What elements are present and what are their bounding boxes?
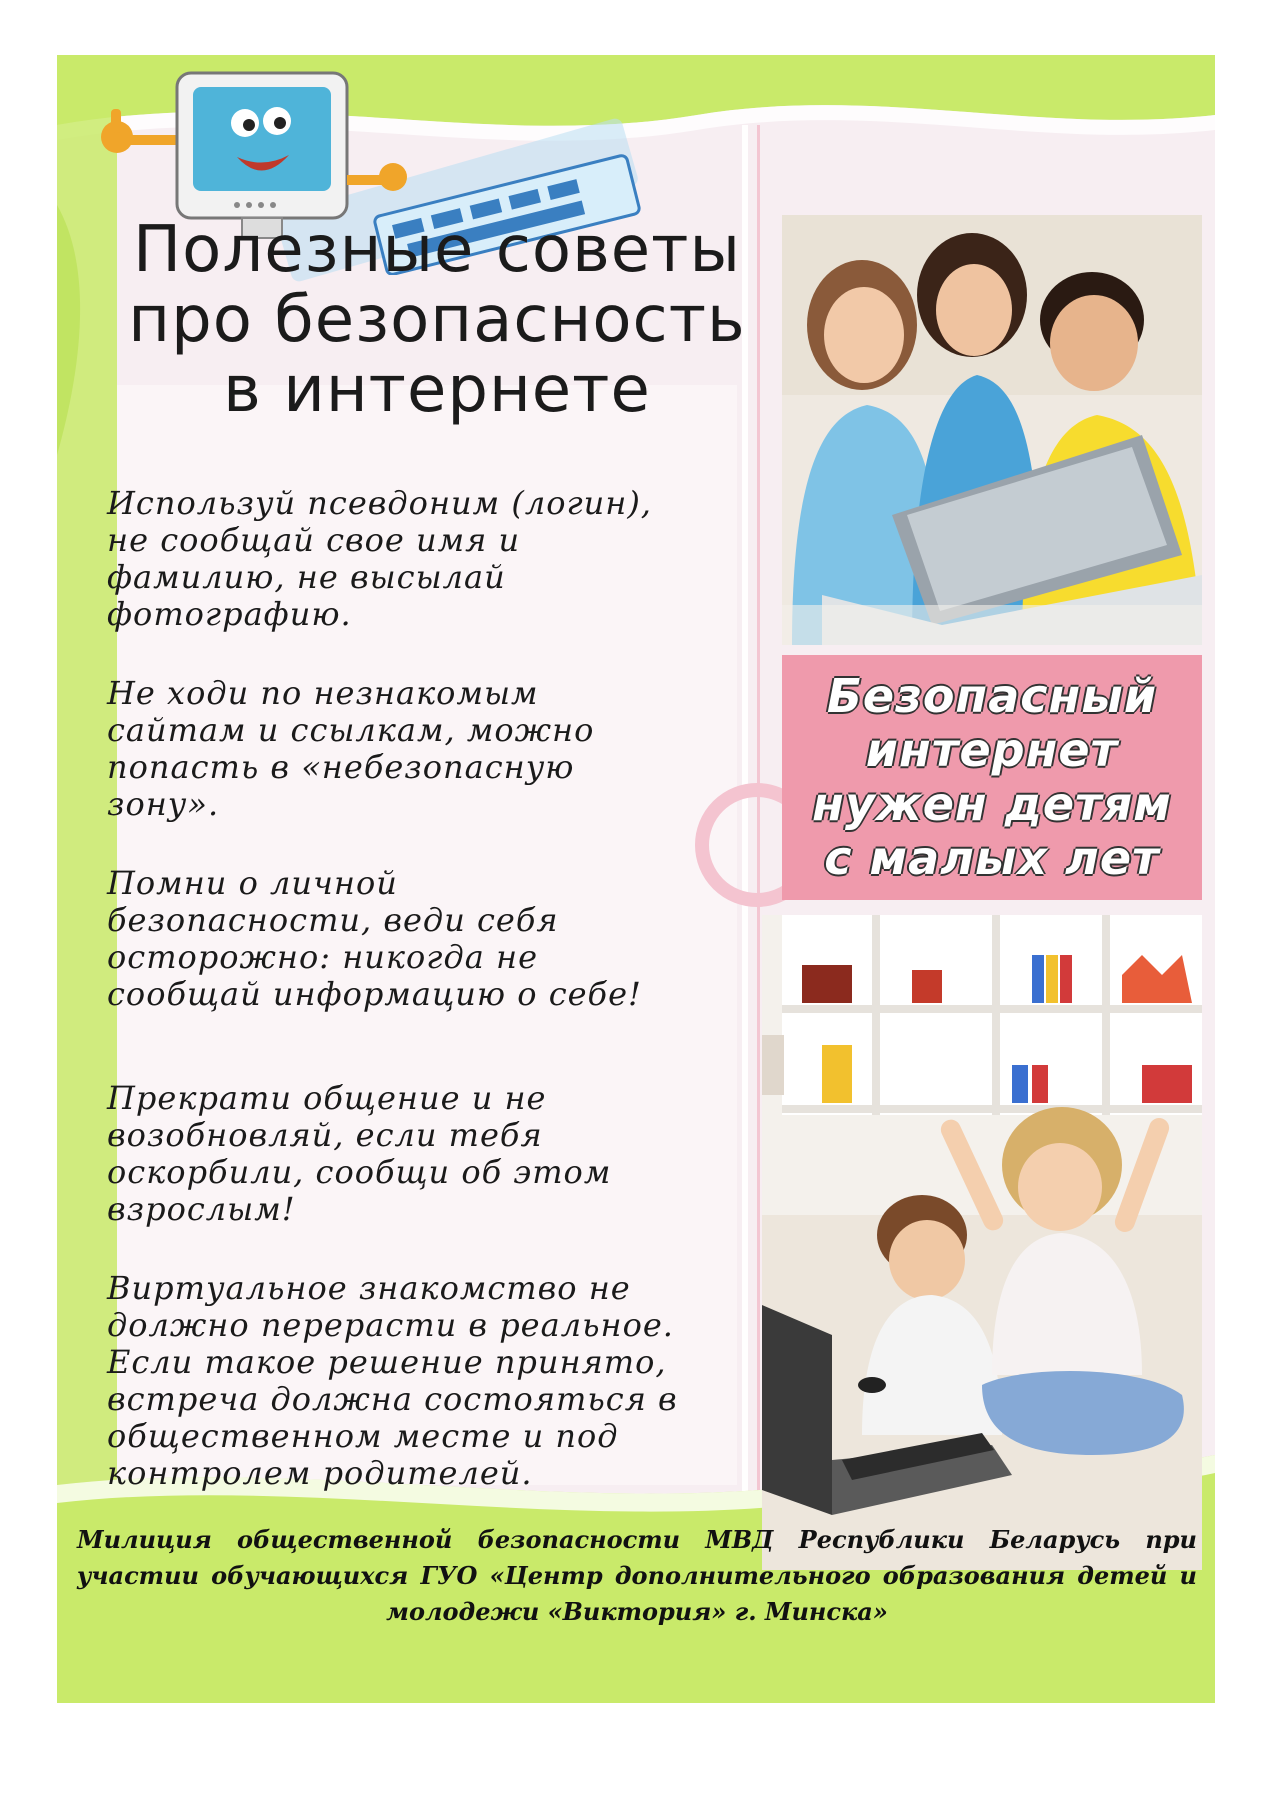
tip-personal-safety xyxy=(107,865,747,1013)
footer-credits: Милиция общественной безопасности МВД Республики Беларусь при участии обучающихся ГУО «Центр дополнительного образования детей и молодежи «Виктория» г. Минска» xyxy=(77,1525,1197,1626)
title-line-2: про безопасность xyxy=(128,283,746,357)
tip-line: возобновляй, если тебя xyxy=(107,1116,543,1154)
slogan-text xyxy=(782,669,1202,885)
tip-line: Помни о личной xyxy=(107,864,398,902)
tip-line: контролем родителей. xyxy=(107,1454,533,1492)
tip-line: общественном месте и под xyxy=(107,1417,619,1455)
slogan-panel xyxy=(782,655,1202,900)
tip-line: осторожно: никогда не xyxy=(107,938,538,976)
tip-line: Используй псевдоним (логин), xyxy=(107,484,652,522)
tip-line: фотографию. xyxy=(107,595,352,633)
tip-line: Если такое решение принято, xyxy=(107,1343,667,1381)
tip-line: фамилию, не высылай xyxy=(107,558,506,596)
tip-line: сообщай информацию о себе! xyxy=(107,975,642,1013)
tip-line: зону». xyxy=(107,785,220,823)
tip-line: не сообщай свое имя и xyxy=(107,521,521,559)
tip-line: оскорбили, сообщи об этом xyxy=(107,1153,612,1191)
tip-line: сайтам и ссылкам, можно xyxy=(107,711,595,749)
photo-children-on-floor xyxy=(762,915,1202,1570)
tip-line: Виртуальное знакомство не xyxy=(107,1269,631,1307)
slogan-line-1: Безопасный xyxy=(826,669,1158,723)
title-line-1: Полезные советы xyxy=(133,213,741,287)
photo-kids-with-laptop xyxy=(782,215,1202,645)
title-line-3: в интернете xyxy=(223,353,651,427)
poster xyxy=(57,55,1215,1703)
tip-stop-communication xyxy=(107,1080,747,1228)
tip-unknown-sites xyxy=(107,675,747,823)
tip-line: попасть в «небезопасную xyxy=(107,748,575,786)
tip-line: должно перерасти в реальное. xyxy=(107,1306,674,1344)
tip-line: взрослым! xyxy=(107,1190,296,1228)
slogan-line-4: с малых лет xyxy=(824,831,1160,885)
tip-line: Прекрати общение и не xyxy=(107,1079,547,1117)
tip-line: Не ходи по незнакомым xyxy=(107,674,539,712)
slogan-line-2: интернет xyxy=(865,723,1119,777)
tip-virtual-acquaintance xyxy=(107,1270,747,1492)
slogan-line-3: нужен детям xyxy=(812,777,1172,831)
tip-pseudonym xyxy=(107,485,747,633)
tip-line: безопасности, веди себя xyxy=(107,901,559,939)
poster-title xyxy=(97,215,777,425)
tip-line: встреча должна состояться в xyxy=(107,1380,678,1418)
